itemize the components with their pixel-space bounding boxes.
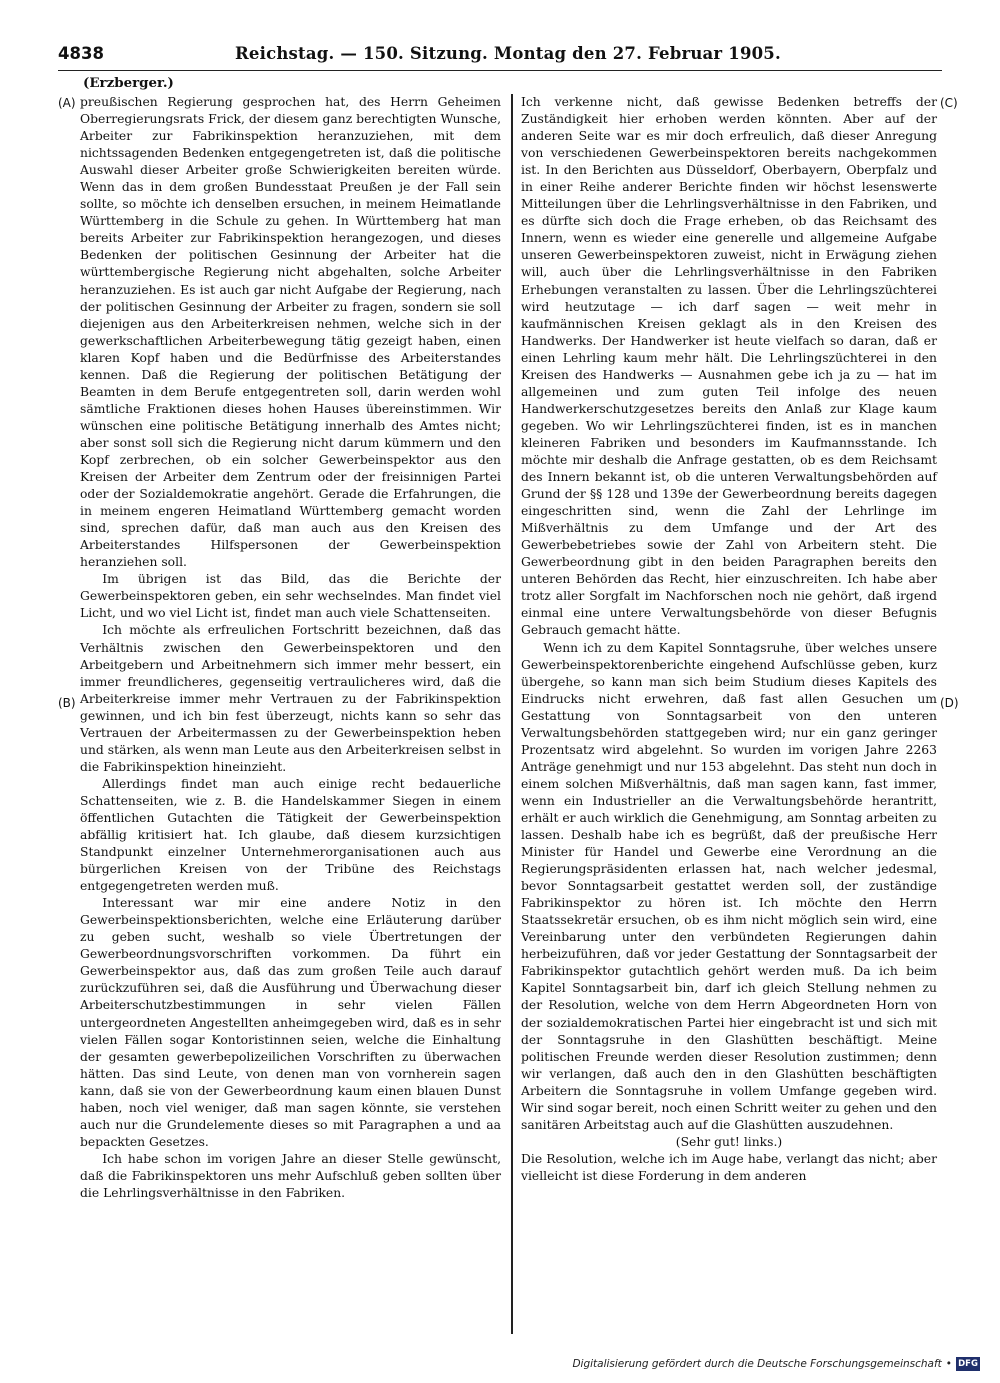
paragraph: Allerdings findet man auch einige recht bedauerliche Schattenseiten, wie z. B. die Handelskammer Siegen in einem öffentlichen Gutachten die Tätigkeit der Gewerbeinspektion abfällig kritisiert hat. Ich glaube, daß diesem kurzsichtigen Standpunkt einzelner Unternehmerorganisationen auch aus bürgerlichen Kreisen von der Tribüne des Reichstags entgegengetreten werden muß.: [80, 776, 501, 894]
paragraph: Im übrigen ist das Bild, das die Berichte der Gewerbeinspektoren geben, ein sehr wechselndes. Man findet viel Licht, und wo viel Licht ist, findet man auch viele Schattenseiten.: [80, 572, 501, 621]
credit-text: Digitalisierung gefördert durch die Deutsche Forschungsgemeinschaft: [572, 1358, 942, 1370]
paragraph: preußischen Regierung gesprochen hat, des Herrn Geheimen Oberregierungsrats Frick, der diesem ganz berechtigten Wunsche, Arbeiter zur Fabrikinspektion heranzuziehen, mit dem nichtssagenden Bedenken entgegengetreten ist, daß die politische Auswahl dieser Arbeiter große Schwierigkeiten bereiten würde. Wenn das in dem großen Bundesstaat Preußen je der Fall sein sollte, so möchte ich denselben ersuchen, in meinem Heimatlande Württemberg in die Schule zu gehen. In Württemberg hat man bereits Arbeiter zur Fabrikinspektion herangezogen, und dieses Bedenken der politischen Gesinnung der Arbeiter hat die württembergische Regierung nicht abgehalten, solche Arbeiter heranzuziehen. Es ist auch gar nicht Aufgabe der Regierung, nach der politischen Gesinnung der Arbeiter zu fragen, sondern sie soll diejenigen aus den Arbeiterkreisen nehmen, welche sich in der gewerkschaftlichen Arbeiterbewegung tätig gezeigt haben, einen klaren Kopf haben und die Bedürfnisse des Arbeiterstandes kennen. Daß die Regierung der politischen Betätigung der Beamten in dem Berufe entgegentreten soll, darin werden wohl sämtliche Fraktionen dieses hohen Hauses übereinstimmen. Wir wünschen eine politische Betätigung innerhalb des Amtes nicht; aber sonst soll sich die Regierung nicht darum kümmern und den Kopf zerbrechen, ob ein solcher Gewerbeinspektor aus den Kreisen der Arbeiter dem Zentrum oder der freisinnigen Partei oder der Sozialdemokratie angehört. Gerade die Erfahrungen, die in meinem engeren Heimatland Württemberg gemacht worden sind, sprechen dafür, daß man auch aus den Kreisen des Arbeiterstandes Hilfspersonen der Gewerbeinspektion heranziehen soll.: [80, 95, 501, 570]
speaker-name: (Erzberger.): [83, 75, 174, 91]
page-header: [58, 44, 942, 71]
left-column: [80, 94, 501, 1202]
dfg-logo: DFG: [956, 1357, 980, 1371]
paragraph: Die Resolution, welche ich im Auge habe, verlangt das nicht; aber vielleicht ist diese Forderung in dem anderen: [521, 1151, 937, 1183]
margin-marker-c: (C): [940, 96, 958, 110]
paragraph: Interessant war mir eine andere Notiz in den Gewerbeinspektionsberichten, welche eine Erläuterung darüber zu geben sucht, weshalb so viele Übertretungen der Gewerbeordnungsvorschriften vorkommen. Da führt ein Gewerbeinspektor aus, daß das zum großen Teile auch darauf zurückzuführen sei, daß die Ausführung und Überwachung dieser Arbeiterschutzbestimmungen in sehr vielen Fällen untergeordneten Angestellten anheimgegeben wird, daß es in sehr vielen Fällen sogar Kontoristinnen seien, welche die Einhaltung der gesamten gewerbepolizeilichen Vorschriften zu überwachen hätten. Das sind Leute, von denen man von vornherein sagen kann, daß sie von der Gewerbeordnung kaum einen blauen Dunst haben, noch viel weniger, daß man sagen könnte, sie verstehen auch nur die Grundelemente dieses so mit Paragraphen a und aa bepackten Gesetzes.: [80, 896, 501, 1149]
interjection: (Sehr gut! links.): [675, 1134, 783, 1149]
margin-marker-d: (D): [940, 696, 959, 710]
paragraph: Wenn ich zu dem Kapitel Sonntagsruhe, über welches unsere Gewerbeinspektorenberichte eingehend Aufschlüsse geben, kurz übergehe, so kann man sich beim Studium dieses Kapitels des Eindrucks nicht erwehren, daß fast allen Gesuchen um Gestattung von Sonntagsarbeit von den unteren Verwaltungsbehörden stattgegeben wird; nur ein ganz geringer Prozentsatz wird abgelehnt. So wurden im vorigen Jahre 2263 Anträge genehmigt und nur 153 abgelehnt. Das steht nun doch in einem solchen Mißverhältnis, daß man sagen kann, fast immer, wenn ein Industrieller an die Verwaltungsbehörde herantritt, erhält er auch wirklich die Genehmigung, am Sonntag arbeiten zu lassen. Deshalb habe ich es begrüßt, daß der preußische Herr Minister für Handel und Gewerbe eine Verordnung an die Regierungspräsidenten erlassen hat, nach welcher jedesmal, bevor Sonntagsarbeit gestattet werden soll, der zuständige Fabrikinspektor zu hören ist. Ich möchte den Herrn Staatssekretär ersuchen, ob es ihm nicht möglich sein wird, eine Vereinbarung unter den verbündeten Regierungen dahin herbeizuführen, daß vor jeder Gestattung der Sonntagsarbeit der Fabrikinspektor gutachtlich gehört werden muß. Da ich beim Kapitel Sonntagsarbeit bin, darf ich gleich Stellung nehmen zu der Resolution, welche von dem Herrn Abgeordneten Horn von der sozialdemokratischen Partei hier eingebracht ist und sich mit der Sonntagsruhe in den Glashütten beschäftigt. Meine politischen Freunde werden dieser Resolution zustimmen; denn wir verlangen, daß auch den in den Glashütten beschäftigten Arbeitern die Sonntagsruhe in vollem Umfange gegeben wird. Wir sind sogar bereit, noch einen Schritt weiter zu gehen und den sanitären Arbeitstag auch auf die Glashütten auszudehnen.: [521, 640, 937, 1132]
margin-marker-a: (A): [58, 96, 76, 110]
digitization-credit: Digitalisierung gefördert durch die Deutsche Forschungsgemeinschaft • DFG: [572, 1357, 980, 1371]
paragraph: Ich verkenne nicht, daß gewisse Bedenken betreffs der Zuständigkeit hier erhoben werden könnten. Aber auf der anderen Seite war es mir doch erfreulich, daß dieser Anregung von verschiedenen Gewerbeinspektoren bereits nachgekommen ist. In den Berichten aus Düsseldorf, Oberbayern, Oberpfalz und in einer Reihe anderer Berichte finden wir höchst lesenswerte Mitteilungen über die Lehrlingsverhältnisse in den Fabriken, und es dürfte sich doch die Frage erheben, ob das Reichsamt des Innern, wenn es wieder eine generelle und allgemeine Aufgabe unseren Gewerbeinspektoren zuweist, nicht in Erwägung ziehen will, auch über die Lehrlingsverhältnisse in den Fabriken Erhebungen veranstalten zu lassen. Über die Lehrlingszüchterei wird heutzutage — ich darf sagen — weit mehr in kaufmännischen Kreisen geklagt als in den Kreisen des Handwerks. Der Handwerker ist heute vielfach so daran, daß er einen Lehrling kaum mehr hält. Die Lehrlingszüchterei in den Kreisen des Handwerks — Ausnahmen gebe ich ja zu — hat im allgemeinen und zum guten Teil infolge des neuen Handwerkerschutzgesetzes bereits den Anlaß zur Klage kaum gegeben. Wo wir Lehrlingszüchterei finden, ist es in manchen kleineren Fabriken und besonders im Kaufmannsstande. Ich möchte mir deshalb die Anfrage gestatten, ob es dem Reichsamt des Innern bekannt ist, ob die unteren Verwaltungsbehörden auf Grund der §§ 128 und 139e der Gewerbeordnung bereits dagegen eingeschritten sind, wenn die Zahl der Lehrlinge im Mißverhältnis zu dem Umfange und der Art des Gewerbebetriebes sowie der Zahl von Arbeitern steht. Die Gewerbeordnung gibt in den beiden Paragraphen bereits den unteren Behörden das Recht, hier einzuschreiten. Ich habe aber trotz aller Sorgfalt im Nachforschen noch nie gehört, daß irgend einmal eine untere Verwaltungsbehörde von dieser Befugnis Gebrauch gemacht hätte.: [521, 95, 937, 638]
running-title: Reichstag. — 150. Sitzung. Montag den 27. Februar 1905.: [235, 44, 781, 63]
paragraph: Ich habe schon im vorigen Jahre an dieser Stelle gewünscht, daß die Fabrikinspektoren uns mehr Aufschluß geben sollten über die Lehrlingsverhältnisse in den Fabriken.: [80, 1151, 501, 1200]
margin-marker-b: (B): [58, 696, 76, 710]
column-divider: [511, 94, 513, 1334]
right-column: [521, 94, 937, 1185]
page-number: 4838: [58, 44, 104, 63]
paragraph: Ich möchte als erfreulichen Fortschritt bezeichnen, daß das Verhältnis zwischen den Gewerbeinspektoren und den Arbeitgebern und Arbeitnehmern sich immer mehr bessert, ein immer freundlicheres, gegenseitig vertraulicheres wird, daß die Arbeiterkreise immer mehr Vertrauen zu der Fabrikinspektion gewinnen, und ich bin fest überzeugt, nichts kann so sehr das Vertrauen der Arbeitermassen zu der Gewerbeinspektion heben und stärken, als wenn man Leute aus den Arbeiterkreisen selbst in die Fabrikinspektion hineinzieht.: [80, 623, 501, 774]
